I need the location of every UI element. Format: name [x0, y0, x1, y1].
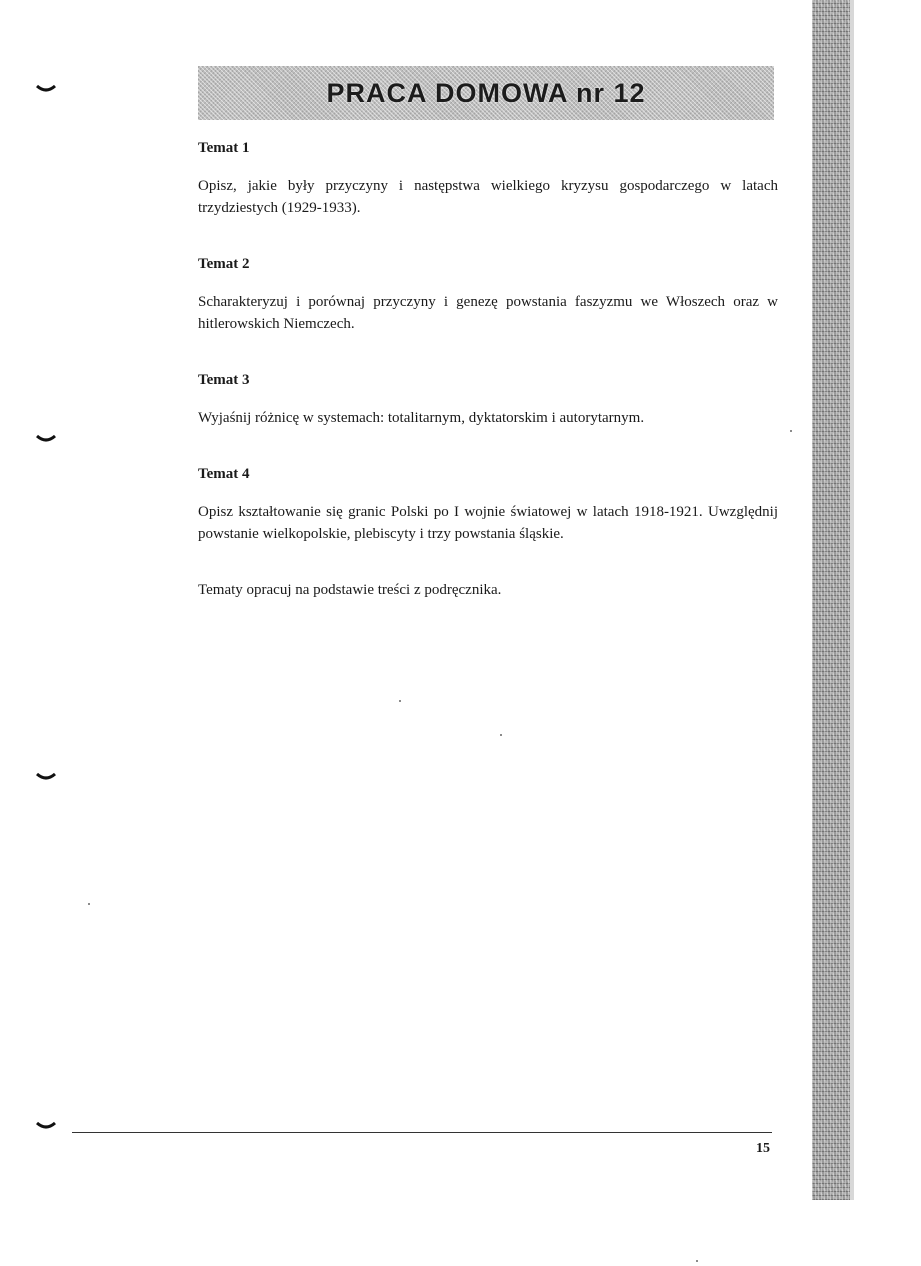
scan-speck [696, 1260, 698, 1262]
topic-2 [198, 255, 778, 335]
scan-speck [88, 903, 90, 905]
footer-divider [72, 1132, 772, 1133]
scan-spine-highlight [850, 0, 854, 1200]
topic-heading: Temat 3 [198, 372, 250, 388]
topic-4 [198, 465, 778, 545]
scan-speck [790, 430, 792, 432]
topic-body: Scharakteryzuj i porównaj przyczyny i genezę powstania faszyzmu we Włoszech oraz w hitlerowskich Niemczech. [198, 294, 778, 332]
instruction-note: Tematy opracuj na podstawie treści z podręcznika. [198, 582, 502, 598]
page-number: 15 [756, 1141, 770, 1156]
binder-hole-mark [36, 772, 56, 782]
topic-heading: Temat 4 [198, 466, 250, 482]
scan-spine-edge [812, 0, 854, 1200]
topic-body: Opisz, jakie były przyczyny i następstwa wielkiego kryzysu gospodarczego w latach trzydziestych (1929-1933). [198, 178, 778, 216]
topic-heading: Temat 1 [198, 140, 250, 156]
binder-hole-mark [36, 434, 56, 444]
topic-1 [198, 139, 778, 219]
header-banner [198, 66, 774, 120]
topic-3 [198, 371, 778, 429]
topic-body: Wyjaśnij różnicę w systemach: totalitarnym, dyktatorskim i autorytarnym. [198, 410, 645, 426]
scan-speck [399, 700, 401, 702]
topic-body: Opisz kształtowanie się granic Polski po I wojnie światowej w latach 1918-1921. Uwzględnij powstanie wielkopolskie, plebiscyty i trzy powstania śląskie. [198, 504, 778, 542]
page-title: PRACA DOMOWA nr 12 [326, 77, 646, 108]
scan-speck [500, 734, 502, 736]
binder-hole-mark [36, 1121, 56, 1131]
topic-heading: Temat 2 [198, 256, 250, 272]
binder-hole-mark [36, 84, 56, 94]
